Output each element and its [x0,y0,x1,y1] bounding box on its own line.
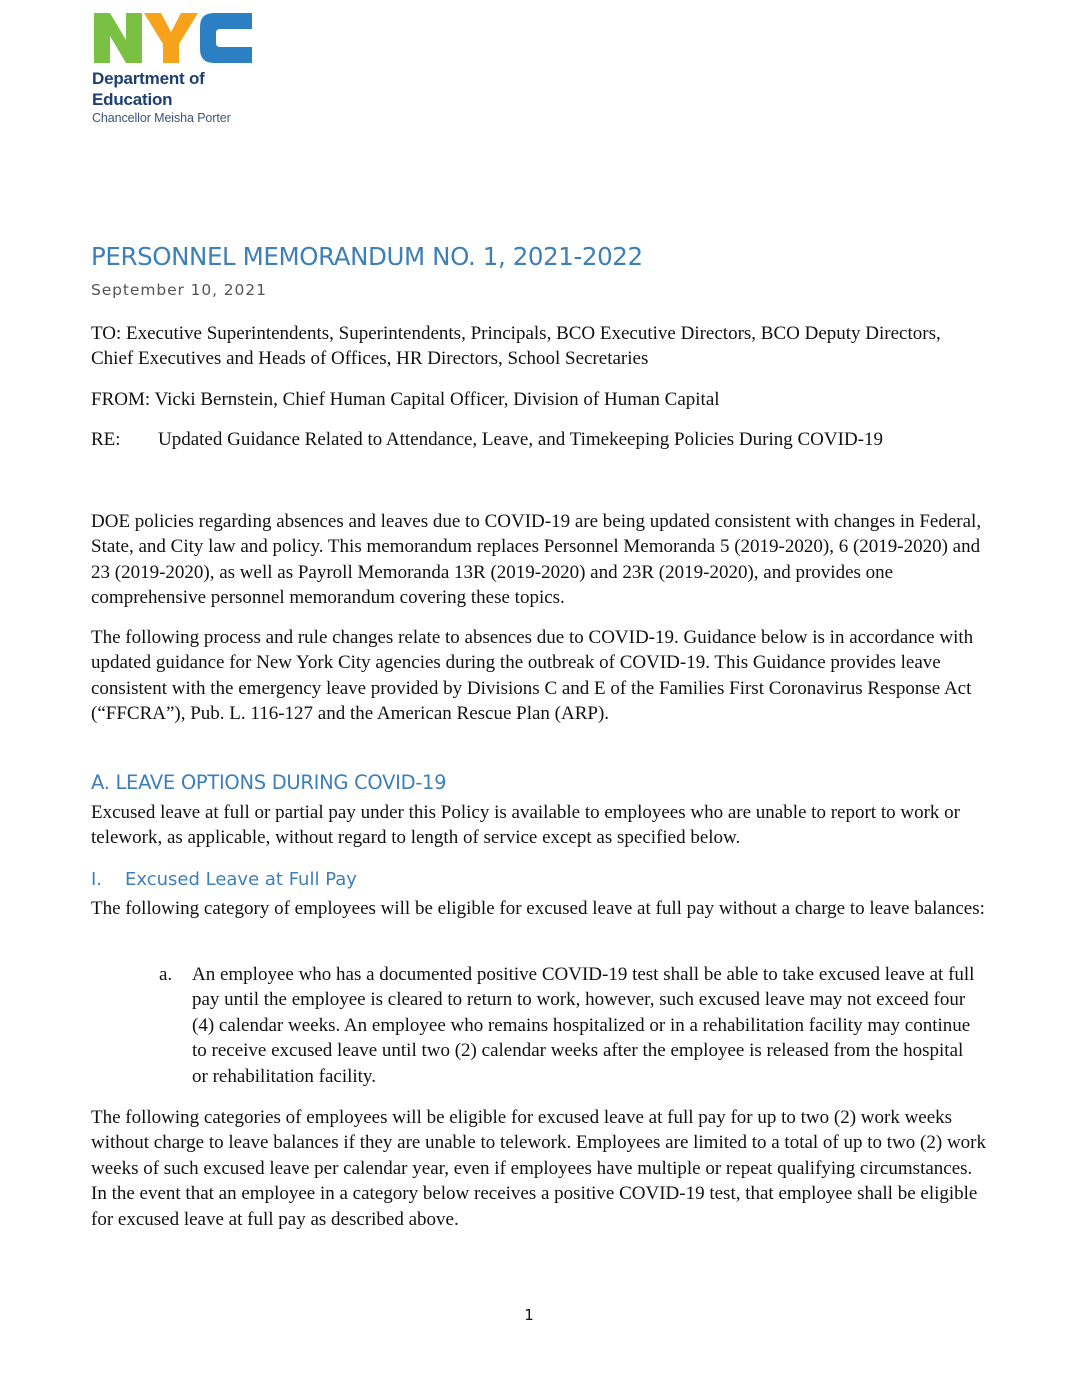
list-item-text: An employee who has a documented positive COVID-19 test shall be able to take excused leave at full pay until the employee is cleared to return to work, however, such excused leave may not exceed four (4) calendar weeks. An employee who remains hospitalized or in a rehabilitation facility may continue to receive excused leave until two (2) calendar weeks after the employee is released from the hospital or rehabilitation facility. [192,964,975,1087]
section-i-text: The following category of employees will be eligible for excused leave at full pay without a charge to leave balances: [91,898,985,919]
nyc-logo-letters [92,10,254,66]
memo-re-label: RE: [91,429,121,450]
section-a-text: Excused leave at full or partial pay under this Policy is available to employees who are unable to report to work or telework, as applicable, without regard to length of service except as specified below. [91,802,960,849]
memo-to: TO: Executive Superintendents, Superintendents, Principals, BCO Executive Directors, BCO Deputy Directors, Chief Executives and Heads of Offices, HR Directors, School Secretaries [91,323,941,370]
logo-education-line: Education [92,90,173,109]
process-paragraph: The following process and rule changes relate to absences due to COVID-19. Guidance below is in accordance with updated guidance for New York City agencies during the outbreak of COVID-19. This Guidance provides leave consistent with the emergency leave provided by Divisions C and E of the Families First Coronavirus Response Act (“FFCRA”), Pub. L. 116-127 and the American Rescue Plan (ARP). [91,627,974,725]
categories-paragraph: The following categories of employees will be eligible for excused leave at full pay for up to two (2) work weeks without charge to leave balances if they are unable to telework. Employees are limited to a total of up to two (2) work weeks of such excused leave per calendar year, even if employees have multiple or repeat qualifying circumstances. In the event that an employee in a category below receives a positive COVID-19 test, that employee shall be eligible for excused leave at full pay as described above. [91,1107,986,1230]
logo-department-line: Department of [92,69,205,88]
section-i-number: I. [91,869,103,890]
doe-logo [92,10,262,126]
section-i-title: Excused Leave at Full Pay [125,869,357,890]
memo-re-text: Updated Guidance Related to Attendance, Leave, and Timekeeping Policies During COVID-19 [158,429,883,450]
list-item-marker: a. [159,964,173,985]
section-i-heading [91,869,357,890]
memo-title: PERSONNEL MEMORANDUM NO. 1, 2021-2022 [91,242,643,271]
logo-chancellor-line: Chancellor Meisha Porter [92,111,231,125]
page-number: 1 [524,1306,534,1324]
intro-paragraph: DOE policies regarding absences and leaves due to COVID-19 are being updated consistent with changes in Federal, State, and City law and policy. This memorandum replaces Personnel Memoranda 5 (2019-2020), 6 (2019-2020) and 23 (2019-2020), as well as Payroll Memoranda 13R (2019-2020) and 23R (2019-2020), and provides one comprehensive personnel memorandum covering these topics. [91,511,982,609]
memo-from: FROM: Vicki Bernstein, Chief Human Capital Officer, Division of Human Capital [91,389,720,410]
memo-date: September 10, 2021 [91,281,267,299]
section-a-heading: A. LEAVE OPTIONS DURING COVID-19 [91,771,447,794]
